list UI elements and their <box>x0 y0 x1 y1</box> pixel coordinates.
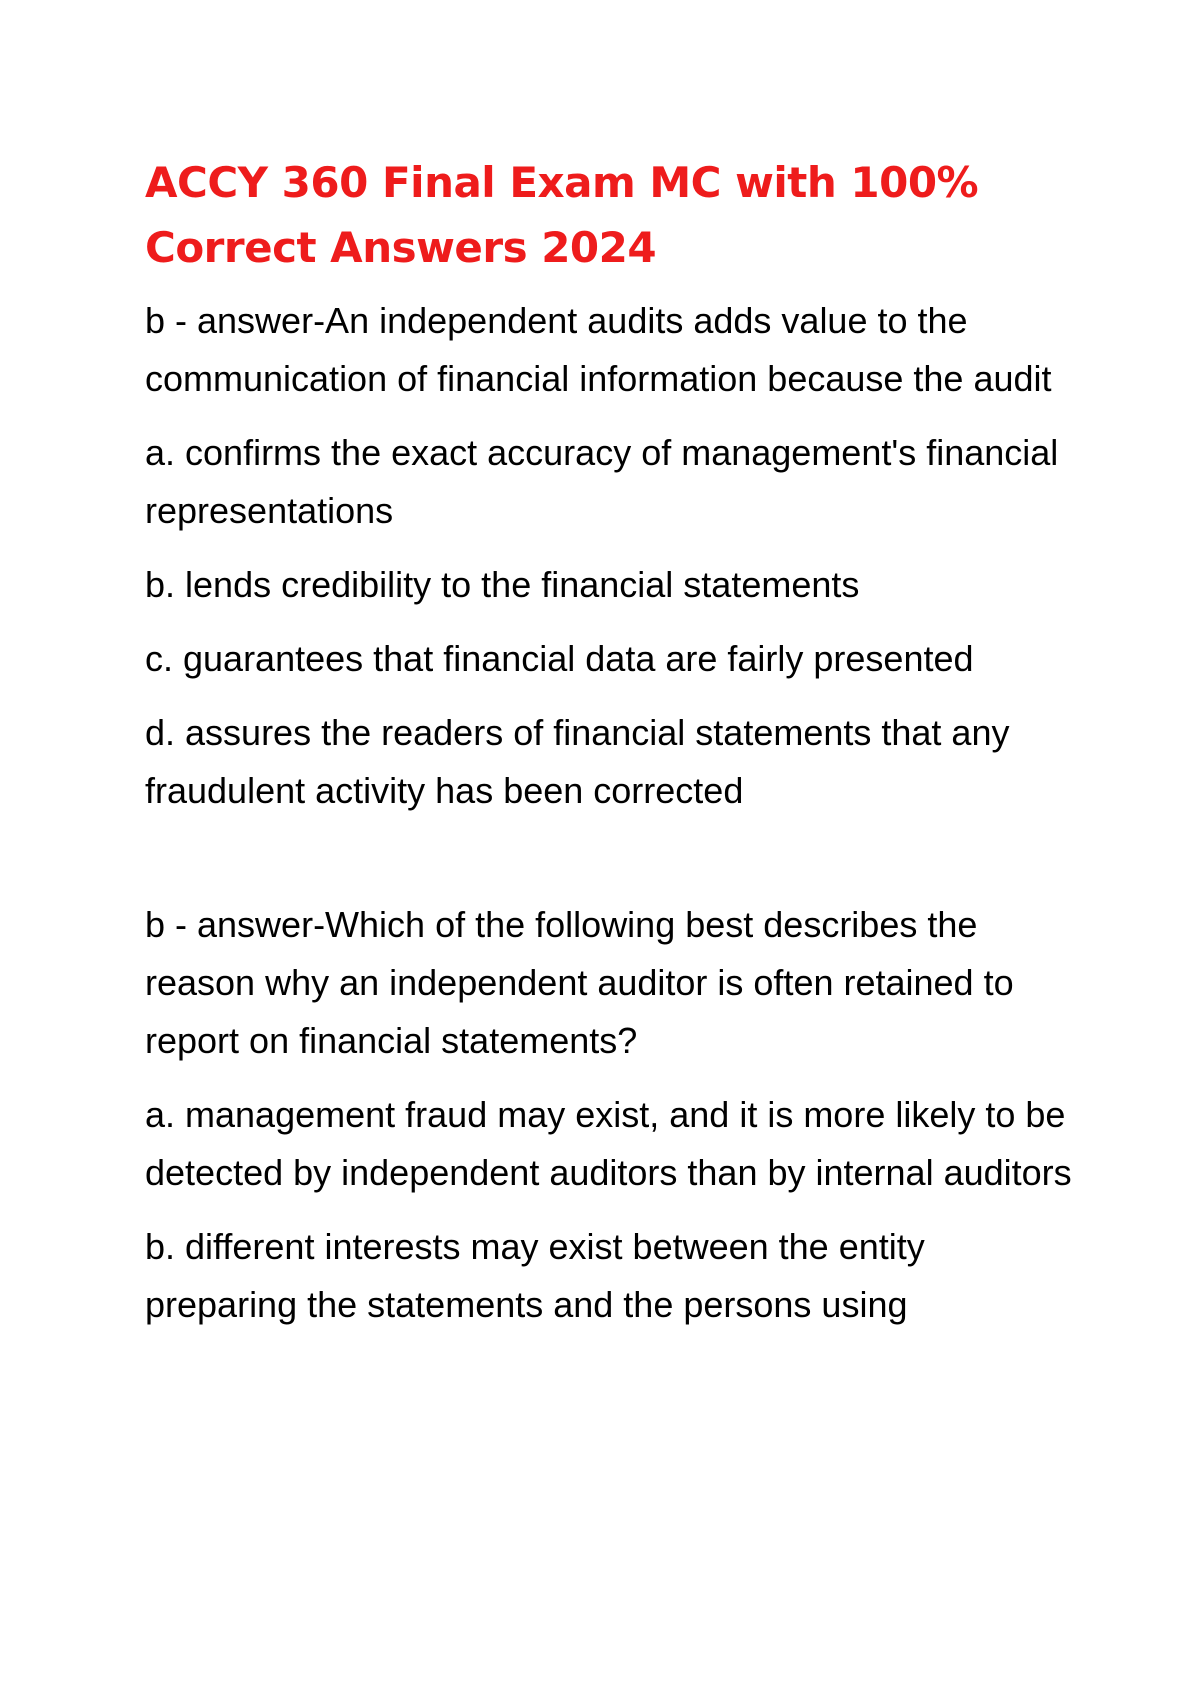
answer-option: c. guarantees that financial data are fairly presented <box>145 638 974 679</box>
answer-option: b. lends credibility to the financial statements <box>145 564 860 605</box>
answer-option: a. confirms the exact accuracy of management's financial representations <box>145 432 1059 531</box>
question-prompt: b - answer-Which of the following best describes the reason why an independent auditor is often retained to report on financial statements? <box>145 904 1014 1061</box>
question-block <box>145 896 1075 1334</box>
question-prompt: b - answer-An independent audits adds value to the communication of financial information because the audit <box>145 300 1052 399</box>
document-page <box>145 150 1075 1350</box>
answer-option: d. assures the readers of financial statements that any fraudulent activity has been corrected <box>145 712 1010 811</box>
question-block <box>145 292 1075 820</box>
document-title: ACCY 360 Final Exam MC with 100% Correct Answers 2024 <box>145 158 979 272</box>
answer-option: b. different interests may exist between the entity preparing the statements and the persons using <box>145 1226 925 1325</box>
answer-option: a. management fraud may exist, and it is more likely to be detected by independent auditors than by internal auditors <box>145 1094 1072 1193</box>
spacer <box>145 836 1075 896</box>
